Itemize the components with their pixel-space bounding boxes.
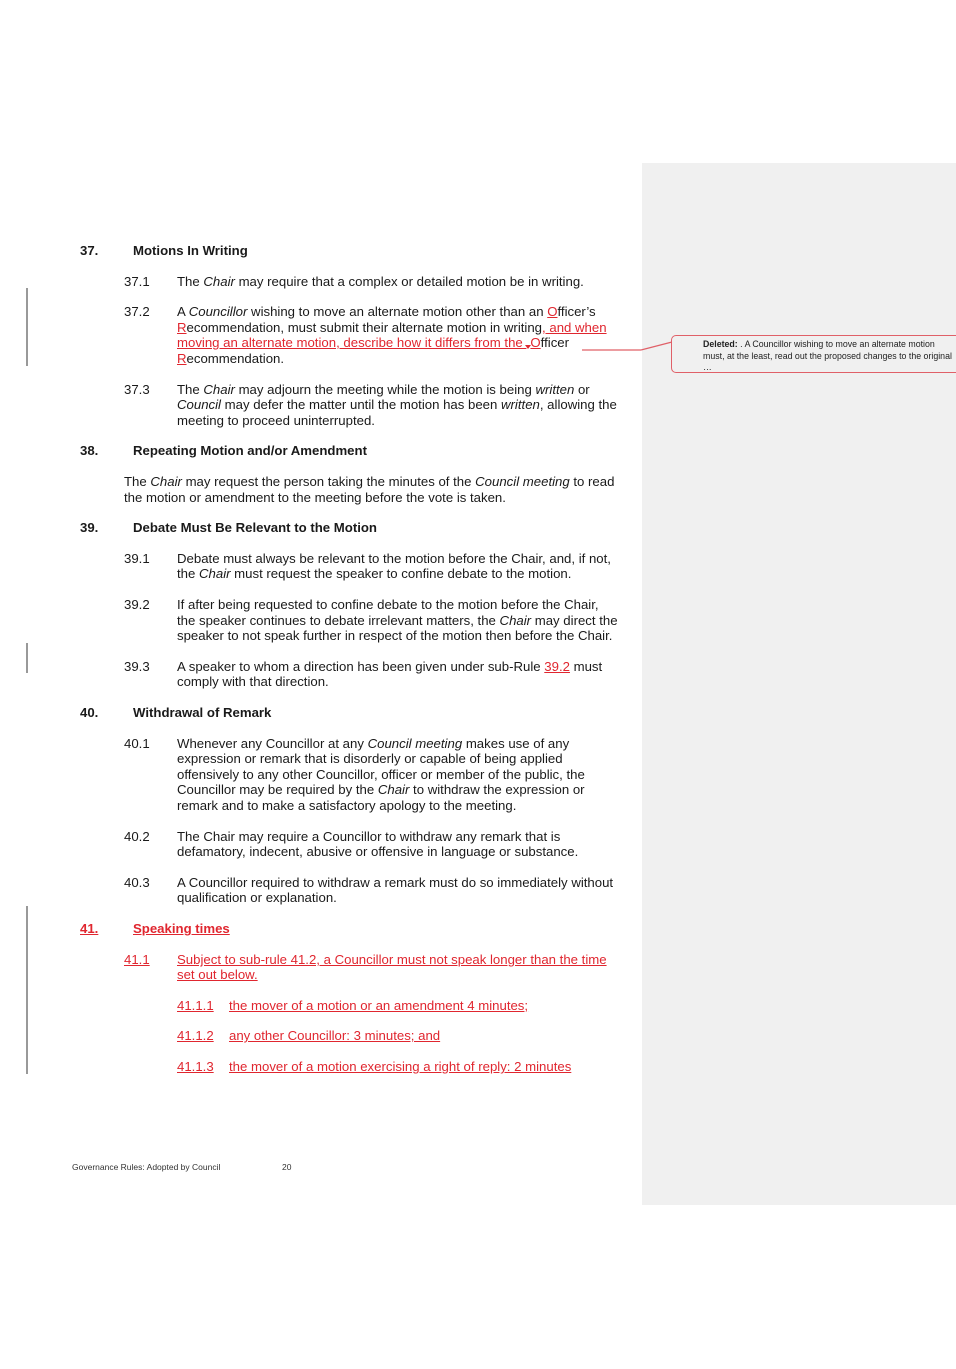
clause-text: Debate must always be relevant to the motion before the Chair, and, if not, — [177, 551, 611, 566]
clause-text: speaker to not speak further in respect of the motion then before the Chair. — [177, 628, 613, 643]
text-run: Whenever any Councillor at any — [177, 736, 368, 751]
clause-text — [177, 397, 617, 413]
text-run: A — [177, 304, 189, 319]
clause-text — [177, 659, 602, 675]
footer-title: Governance Rules: Adopted by Council — [72, 1162, 221, 1172]
clause-number: 39.1 — [124, 551, 150, 566]
text-run: A speaker to whom a direction has been given under sub-Rule — [177, 659, 545, 674]
text-run: may adjourn the meeting while the motion is being — [234, 382, 536, 397]
text-run: the — [177, 566, 199, 581]
clause-number: 40.3 — [124, 875, 150, 890]
clause-number: 37.1 — [124, 274, 150, 289]
clause-text: A Councillor required to withdraw a remark must do so immediately without — [177, 875, 614, 890]
text-run: Chair — [150, 474, 182, 489]
section-heading: Withdrawal of Remark — [133, 705, 272, 720]
paragraph-text — [124, 474, 614, 490]
text-run: Chair — [499, 613, 532, 628]
clause-text: comply with that direction. — [177, 674, 329, 689]
text-run: must request the speaker to confine debate to the motion. — [230, 566, 572, 581]
clause-number: 40.1 — [124, 736, 150, 751]
section-heading: Speaking times — [133, 921, 230, 936]
change-bar — [26, 288, 28, 366]
text-run: Councillor may be required by the — [177, 782, 378, 797]
text-run: written — [535, 382, 575, 397]
subclause-text: the mover of a motion or an amendment 4 minutes; — [229, 998, 529, 1013]
comment-balloon-deleted[interactable] — [671, 335, 956, 373]
text-run: makes use of any — [462, 736, 570, 751]
text-run: Council meeting — [367, 736, 463, 751]
clause-number: 41.1 — [124, 952, 150, 967]
subclause-number: 41.1.2 — [177, 1028, 214, 1043]
text-run: may defer the matter until the motion has been — [220, 397, 502, 412]
section-heading: Motions In Writing — [133, 243, 248, 258]
section-heading: Debate Must Be Relevant to the Motion — [133, 520, 377, 535]
clause-text: defamatory, indecent, abusive or offensive in language or substance. — [177, 844, 579, 859]
clause-text: If after being requested to confine debate to the motion before the Chair, — [177, 597, 599, 612]
text-run: written — [501, 397, 540, 412]
text-run: Chair — [203, 274, 235, 289]
clause-text: The Chair may require a Councillor to withdraw any remark that is — [177, 829, 561, 844]
section-number: 38. — [80, 443, 99, 458]
text-run: to read — [569, 474, 615, 489]
page-number: 20 — [282, 1162, 292, 1172]
text-run: Councillor — [188, 304, 248, 319]
clause-text — [177, 304, 596, 320]
section-number: 39. — [80, 520, 99, 535]
text-run: the speaker continues to debate irrelevant matters, the — [177, 613, 500, 628]
clause-number: 40.2 — [124, 829, 150, 844]
text-run: The — [124, 474, 151, 489]
subclause-text: the mover of a motion exercising a right of reply: 2 minutes — [229, 1059, 572, 1074]
tracked-insertion: O — [547, 304, 558, 319]
clause-text — [177, 335, 569, 351]
tracked-insertion: moving an alternate motion, describe how it differs from the — [177, 335, 527, 350]
text-run: fficer — [540, 335, 570, 350]
tracked-insertion: O — [530, 335, 541, 350]
section-number: 37. — [80, 243, 99, 258]
subclause-text: any other Councillor: 3 minutes; and — [229, 1028, 441, 1043]
text-run: may request the person taking the minutes of the — [181, 474, 476, 489]
tracked-insertion: R — [177, 351, 187, 366]
clause-text: set out below. — [177, 967, 258, 982]
clause-text — [177, 274, 584, 290]
text-run: The — [177, 382, 204, 397]
clause-number: 37.3 — [124, 382, 150, 397]
section-heading: Repeating Motion and/or Amendment — [133, 443, 367, 458]
clause-text — [177, 566, 571, 582]
comment-text — [703, 339, 956, 374]
change-bar — [26, 906, 28, 1074]
text-run: must — [569, 659, 603, 674]
text-run: Chair — [203, 382, 235, 397]
text-run: Chair — [377, 782, 410, 797]
clause-text — [177, 782, 585, 798]
text-run: to withdraw the expression or — [409, 782, 585, 797]
text-run: may direct the — [531, 613, 618, 628]
clause-text — [177, 320, 607, 336]
subclause-number: 41.1.1 — [177, 998, 214, 1013]
clause-number: 37.2 — [124, 304, 150, 319]
clause-text: qualification or explanation. — [177, 890, 337, 905]
comment-label: Deleted: — [703, 339, 738, 349]
clause-text — [177, 351, 284, 367]
text-run: or — [574, 382, 590, 397]
subclause-number: 41.1.3 — [177, 1059, 214, 1074]
text-run: , allowing the — [539, 397, 617, 412]
tracked-insertion: R — [177, 320, 187, 335]
markup-pane — [642, 163, 956, 1205]
text-run: fficer’s — [557, 304, 596, 319]
cross-reference-link[interactable]: 39.2 — [544, 659, 570, 674]
text-run: Chair — [199, 566, 231, 581]
paragraph-text: the motion or amendment to the meeting before the vote is taken. — [124, 490, 506, 505]
clause-number: 39.2 — [124, 597, 150, 612]
clause-text: Subject to sub-rule 41.2, a Councillor must not speak longer than the time — [177, 952, 607, 967]
text-run: Council — [177, 397, 221, 412]
text-run: wishing to move an alternate motion other than an — [247, 304, 548, 319]
clause-text: offensively to any other Councillor, officer or member of the public, the — [177, 767, 585, 782]
text-run: ecommendation. — [186, 351, 285, 366]
clause-text — [177, 613, 618, 629]
text-run: . A Councillor wishing to move an alternate motion must, at the least, read out the proposed changes to the original … — [703, 339, 952, 372]
section-number: 41. — [80, 921, 99, 936]
tracked-insertion-tab — [99, 921, 133, 936]
clause-number: 39.3 — [124, 659, 150, 674]
text-run: may require that a complex or detailed motion be in writing. — [234, 274, 584, 289]
text-run: ecommendation, must submit their alternate motion in writing — [186, 320, 543, 335]
text-run: The — [177, 274, 204, 289]
change-bar — [26, 643, 28, 673]
clause-text — [177, 382, 590, 398]
clause-text — [177, 736, 569, 752]
section-number: 40. — [80, 705, 99, 720]
tracked-insertion: , and when — [542, 320, 607, 335]
clause-text: meeting to proceed uninterrupted. — [177, 413, 375, 428]
clause-text: expression or remark that is disorderly or capable of being applied — [177, 751, 563, 766]
text-run: Council meeting — [475, 474, 570, 489]
clause-text: remark and to make a satisfactory apology to the meeting. — [177, 798, 517, 813]
